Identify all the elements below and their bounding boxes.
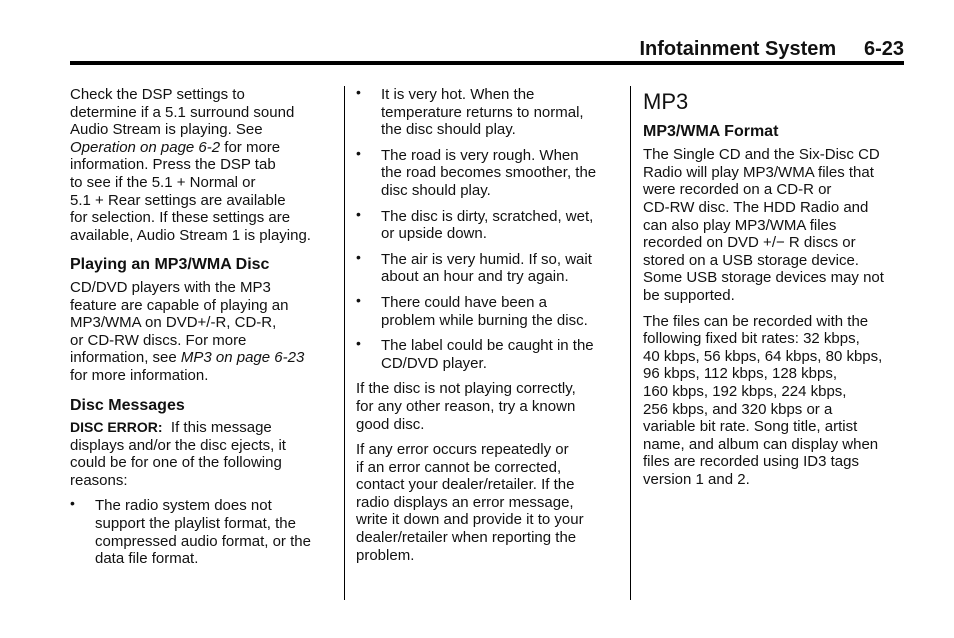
heading-mp3-wma-format: MP3/WMA Format <box>643 122 779 140</box>
known-good-disc-paragraph: If the disc is not playing correctly, for any other reason, try a known good disc. <box>356 380 576 433</box>
list-item: • The road is very rough. When the road becomes smoother, the disc should play. <box>356 144 597 199</box>
list-item: • The radio system does not support the playlist format, the compressed audio format, or the data file format. <box>70 495 311 568</box>
cross-reference-link[interactable]: MP3 on page 6-23 <box>180 349 305 367</box>
format-paragraph: The Single CD and the Six-Disc CD Radio will play MP3/WMA files that were recorded on a CD-R or CD-RW disc. The HDD Radio and can also play MP3/WMA files recorded on DVD +/− R discs or stored on a USB storage device. Some USB storage devices may not be supported. <box>643 146 884 304</box>
cross-reference-link[interactable]: Operation on page 6-2 <box>70 138 221 156</box>
list-item: • It is very hot. When the temperature returns to normal, the disc should play. <box>356 84 584 139</box>
reasons-list <box>70 497 332 567</box>
heading-playing-mp3: Playing an MP3/WMA Disc <box>70 256 270 274</box>
bitrates-paragraph: The files can be recorded with the following fixed bit rates: 32 kbps, 40 kbps, 56 kbps, 64 kbps, 80 kbps, 96 kbps, 112 kbps, 128 kbps, 160 kbps, 192 kbps, 224 kbps, 256 kbps, and 320 kbps or a variable bit rate. Song title, artist name, and album can display when files are recorded using ID3 tags version 1 and 2. <box>643 312 883 488</box>
column-left <box>70 86 332 576</box>
page-number: 6-23 <box>863 38 904 60</box>
column-divider <box>344 86 345 600</box>
list-item: • The disc is dirty, scratched, wet, or upside down. <box>356 205 594 243</box>
section-title: Infotainment System <box>639 38 837 60</box>
reasons-list-continued <box>356 86 611 372</box>
heading-disc-messages: Disc Messages <box>70 396 185 414</box>
column-divider <box>630 86 631 600</box>
contact-dealer-paragraph: If any error occurs repeatedly or if an error cannot be corrected, contact your dealer/retailer. If the radio displays an error message, write it down and provide it to your dealer/retailer when reporting the problem. <box>356 441 584 564</box>
disc-error-paragraph: DISC ERROR: If this message displays and/or the disc ejects, it could be for one of the following reasons: <box>70 419 286 489</box>
header-rule <box>70 61 904 65</box>
column-right <box>643 86 905 496</box>
playing-paragraph: CD/DVD players with the MP3 feature are capable of playing an MP3/WMA on DVD+/-R, CD-R, or CD-RW discs. For more information, see MP3 on page 6-23 for more information. <box>70 278 305 384</box>
list-item: • There could have been a problem while burning the disc. <box>356 291 588 329</box>
heading-mp3: MP3 <box>643 89 689 114</box>
disc-error-label: DISC ERROR: <box>70 419 163 436</box>
list-item: • The air is very humid. If so, wait about an hour and try again. <box>356 248 592 286</box>
list-item: • The label could be caught in the CD/DVD player. <box>356 335 594 372</box>
dsp-paragraph: Check the DSP settings to determine if a 5.1 surround sound Audio Stream is playing. See Operation on page 6-2 for more information. Press the DSP tab to see if the 5.1 + Normal or 5.1 + Rear settings are available for selection. If these settings are available, Audio Stream 1 is playing. <box>70 86 311 244</box>
column-middle <box>356 86 611 572</box>
